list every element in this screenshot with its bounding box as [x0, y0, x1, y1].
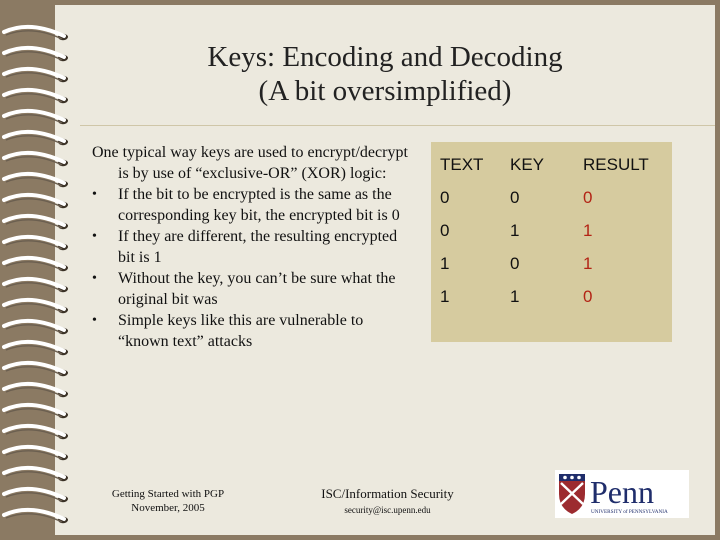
- title-line-2: (A bit oversimplified): [258, 75, 512, 107]
- intro-paragraph: One typical way keys are used to encrypt/decrypt is by use of “exclusive-OR” (XOR) logic:: [92, 144, 408, 182]
- binding-ring-icon: [4, 468, 68, 481]
- bullet-list: [92, 184, 410, 352]
- bullet-item: [92, 268, 410, 310]
- binding-ring-icon: [4, 174, 68, 187]
- bullet-item: [92, 226, 410, 268]
- table-cell-result: 1: [583, 221, 593, 240]
- binding-ring-icon: [4, 132, 68, 145]
- table-cell-result: 0: [583, 188, 593, 207]
- binding-ring-icon: [4, 426, 68, 439]
- footer-course-info: [93, 487, 243, 515]
- table-header-result: RESULT: [583, 155, 649, 174]
- bullet-dot: •: [92, 271, 97, 286]
- bullet-item: [92, 310, 410, 352]
- binding-ring-icon: [4, 90, 68, 103]
- binding-ring-icon: [4, 489, 68, 502]
- slide-title: [150, 40, 620, 108]
- binding-ring-icon: [4, 510, 68, 523]
- table-header-text: TEXT: [440, 155, 484, 174]
- title-line-1: Keys: Encoding and Decoding: [207, 41, 563, 73]
- table-cell-key: 0: [510, 254, 520, 273]
- bullet-item: [92, 184, 410, 226]
- table-header-key: KEY: [510, 155, 545, 174]
- bullet-dot: •: [92, 187, 97, 202]
- binding-ring-icon: [4, 237, 68, 250]
- bullet-text: If they are different, the resulting encrypted bit is 1: [118, 228, 398, 266]
- binding-ring-icon: [4, 300, 68, 313]
- table-cell-result: 1: [583, 254, 593, 273]
- binding-ring-icon: [4, 405, 68, 418]
- footer-course-title: Getting Started with PGP: [111, 488, 225, 500]
- spiral-binding: [0, 0, 80, 540]
- binding-ring-icon: [4, 279, 68, 292]
- binding-ring-icon: [4, 48, 68, 61]
- binding-ring-icon: [4, 111, 68, 124]
- table-cell-text: 0: [440, 221, 450, 240]
- binding-ring-icon: [4, 27, 68, 40]
- bullet-text: If the bit to be encrypted is the same as the corresponding key bit, the encrypted bit is 0: [118, 186, 400, 224]
- table-cell-key: 1: [510, 287, 520, 306]
- binding-ring-icon: [4, 363, 68, 376]
- binding-ring-icon: [4, 447, 68, 460]
- table-cell-text: 0: [440, 188, 450, 207]
- table-cell-key: 0: [510, 188, 520, 207]
- bullet-dot: •: [92, 313, 97, 328]
- binding-ring-icon: [4, 342, 68, 355]
- binding-ring-icon: [4, 216, 68, 229]
- binding-ring-icon: [4, 153, 68, 166]
- xor-truth-table: [431, 142, 672, 342]
- binding-ring-icon: [4, 195, 68, 208]
- footer-department: [310, 486, 465, 518]
- binding-ring-icon: [4, 384, 68, 397]
- bullet-text: Simple keys like this are vulnerable to “known text” attacks: [118, 312, 364, 350]
- table-cell-text: 1: [440, 254, 450, 273]
- penn-subtitle: UNIVERSITY of PENNSYLVANIA: [591, 509, 668, 515]
- table-cell-result: 0: [583, 287, 593, 306]
- binding-ring-icon: [4, 258, 68, 271]
- bullet-text: Without the key, you can’t be sure what the original bit was: [118, 270, 396, 308]
- binding-ring-icon: [4, 69, 68, 82]
- title-divider: [80, 125, 715, 126]
- penn-logo: [555, 470, 689, 518]
- footer-department-name: ISC/Information Security: [321, 486, 454, 501]
- footer-email: security@isc.upenn.edu: [344, 505, 431, 515]
- bullet-dot: •: [92, 229, 97, 244]
- binding-ring-icon: [4, 321, 68, 334]
- footer-date: November, 2005: [131, 502, 205, 514]
- penn-wordmark: Penn: [590, 474, 654, 510]
- table-cell-key: 1: [510, 221, 520, 240]
- slide-body: [92, 142, 410, 352]
- table-cell-text: 1: [440, 287, 450, 306]
